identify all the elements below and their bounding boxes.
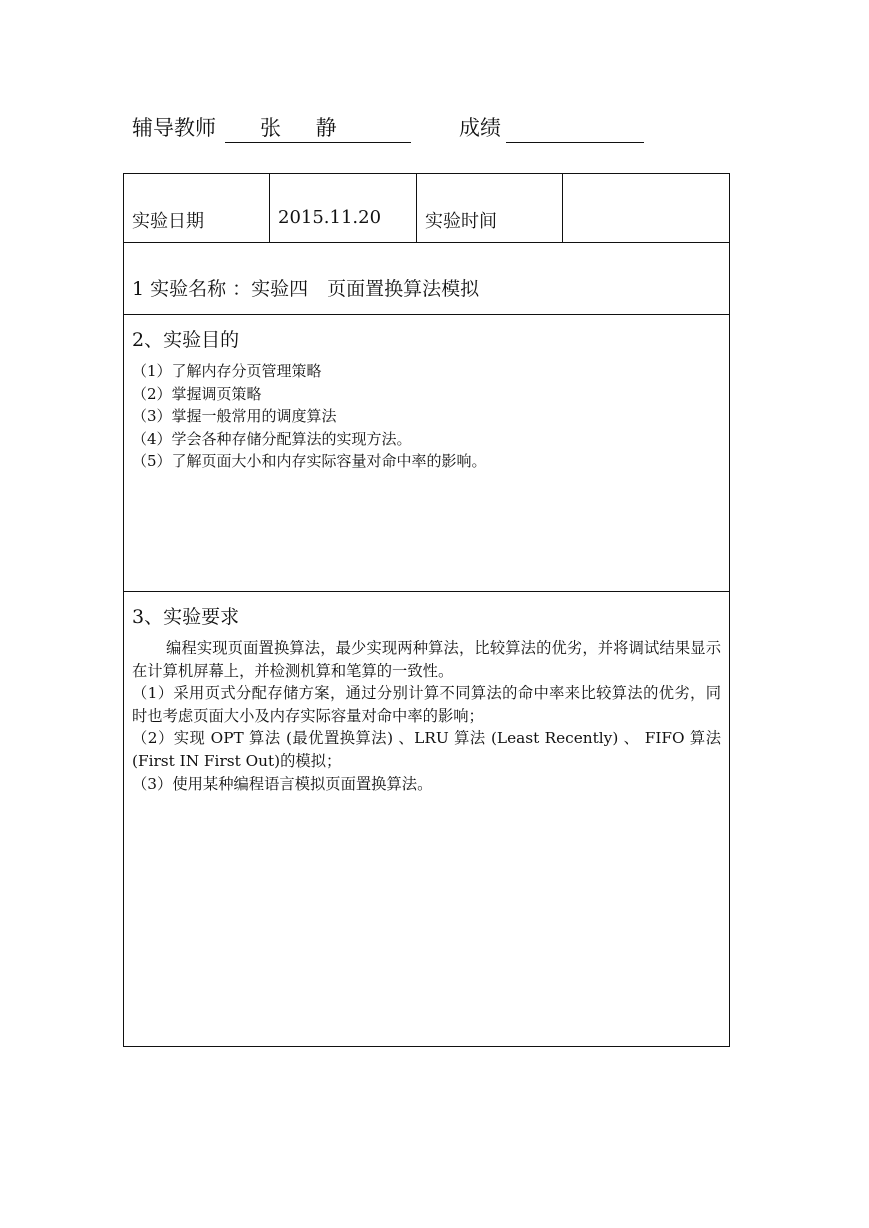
teacher-name: 张 静 [260,116,351,140]
date-label-cell [124,174,270,242]
requirements-section [124,592,729,1046]
date-row [124,174,729,243]
date-label: 实验日期 [132,211,204,232]
list-item: （4）学会各种存储分配算法的实现方法。 [132,429,412,448]
purpose-section [124,315,729,592]
date-value: 2015.11.20 [278,207,382,228]
date-value-cell [270,174,417,242]
requirement-paragraph: （1）采用页式分配存储方案，通过分别计算不同算法的命中率来比较算法的优劣，同时也考虑页面大小及内存实际容量对命中率的影响； [132,684,721,725]
requirement-paragraph: 编程实现页面置换算法，最少实现两种算法，比较算法的优劣，并将调试结果显示在计算机屏幕上，并检测机算和笔算的一致性。 [132,639,721,680]
requirements-heading: 3、实验要求 [132,606,240,628]
teacher-label: 辅导教师 [132,116,216,140]
experiment-table [123,173,730,1047]
list-item: （5）了解页面大小和内存实际容量对命中率的影响。 [132,452,487,471]
score-label: 成绩 [459,116,501,140]
time-value-cell [563,174,729,242]
requirement-paragraph: （3）使用某种编程语言模拟页面置换算法。 [132,774,433,793]
time-label-cell [417,174,563,242]
time-label: 实验时间 [425,211,497,232]
list-item: （3）掌握一般常用的调度算法 [132,407,337,426]
experiment-name: 1 实验名称 ：实验四 页面置换算法模拟 [132,278,480,300]
list-item: （1）了解内存分页管理策略 [132,362,322,380]
requirement-paragraph: （2）实现 OPT 算法 (最优置换算法) 、LRU 算法 (Least Recently) 、 FIFO 算法 (First IN First Out)的模拟； [132,729,721,770]
purpose-heading: 2、实验目的 [132,329,240,351]
name-row [124,243,729,315]
list-item: （2）掌握调页策略 [132,384,262,403]
purpose-list [132,360,487,473]
requirements-text [132,637,721,795]
score-underline [506,142,644,143]
